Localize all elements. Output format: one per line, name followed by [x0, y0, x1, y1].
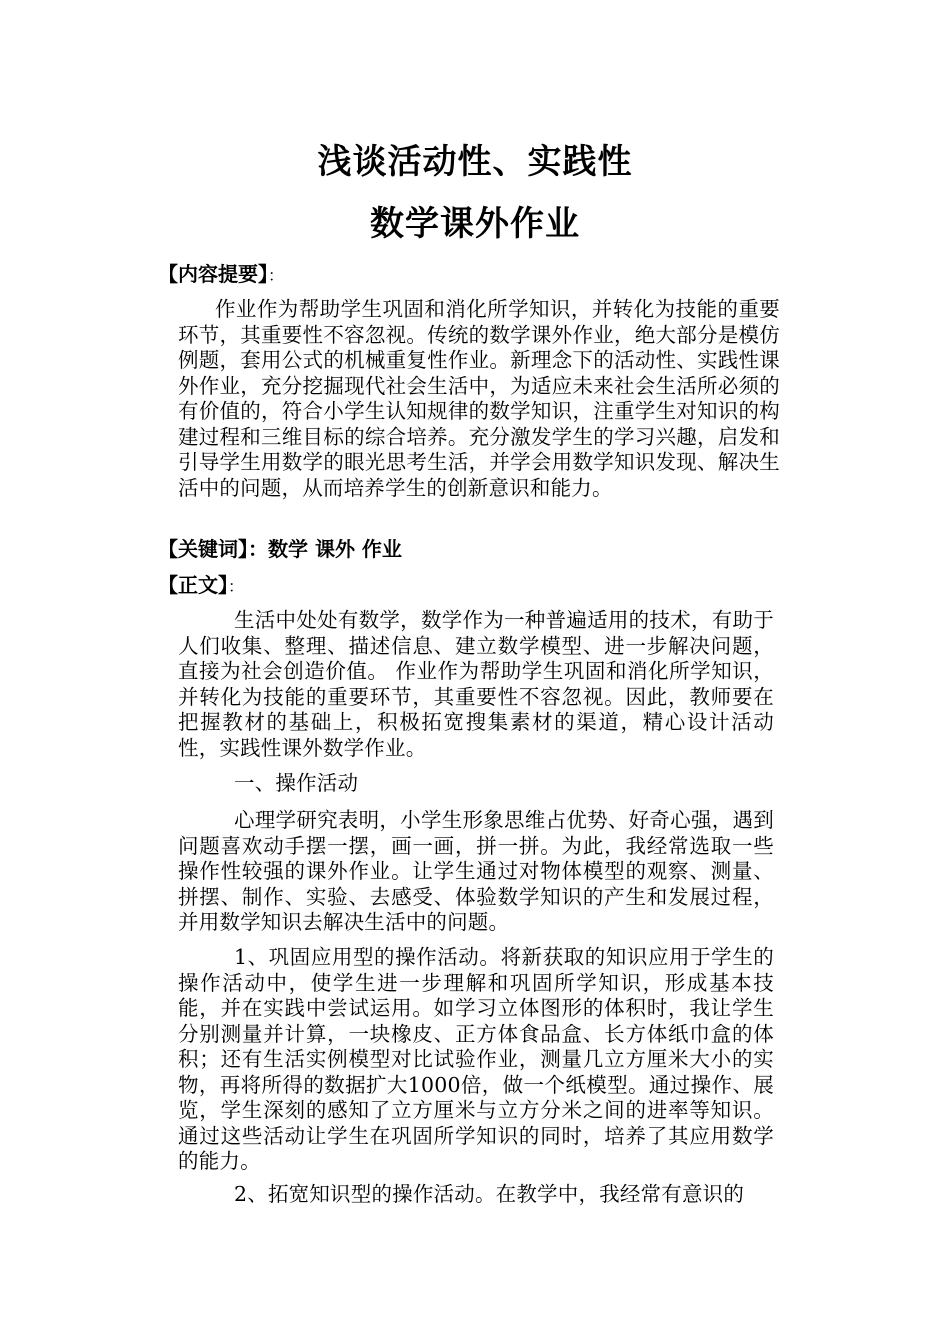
- body-heading: [158, 572, 244, 600]
- body-paragraph-intro: 生活中处处有数学，数学作为一种普遍适用的技术，有助于人们收集、整理、描述信息、建立数学模型、进一步解决问题，直接为社会创造价值。 作业作为帮助学生巩固和消化所学知识，并转化为技能的重要环节，其重要性不容忽视。因此，教师要在把握教材的基础上，积极拓宽搜集素材的渠道，精心设计活动性，实践性课外数学作业。: [178, 608, 774, 760]
- document-title-line-1: 浅谈活动性、实践性: [317, 142, 633, 182]
- body-colon: ：: [228, 577, 245, 596]
- document-title-line-2: 数学课外作业: [370, 204, 580, 244]
- abstract-paragraph: 作业作为帮助学生巩固和消化所学知识，并转化为技能的重要环节，其重要性不容忽视。传统的数学课外作业，绝大部分是模仿例题，套用公式的机械重复性作业。新理念下的活动性、实践性课外作业，充分挖掘现代社会生活中，为适应未来社会生活所必须的有价值的，符合小学生认知规律的数学知识，注重学生对知识的构建过程和三维目标的综合培养。充分激发学生的学习兴趣，启发和引导学生用数学的眼光思考生活，并学会用数学知识发现、解决生活中的问题，从而培养学生的创新意识和能力。: [178, 297, 780, 500]
- keywords-line: 【关键词】：数学 课外 作业: [158, 537, 402, 561]
- body-label: 【正文】: [158, 573, 228, 597]
- body-paragraph-psychology: 心理学研究表明，小学生形象思维占优势、好奇心强，遇到问题喜欢动手摆一摆，画一画，拼一拼。为此，我经常选取一些操作性较强的课外作业。让学生通过对物体模型的观察、测量、拼摆、制作、实验、去感受、体验数学知识的产生和发展过程，并用数学知识去解决生活中的问题。: [178, 808, 774, 934]
- section-heading-operation-activities: 一、操作活动: [234, 771, 359, 795]
- abstract-label: 【内容提要】: [158, 262, 268, 286]
- abstract-heading: [158, 261, 284, 289]
- body-paragraph-expansion: 2、拓宽知识型的操作活动。在教学中，我经常有意识的: [234, 1182, 745, 1206]
- abstract-colon: ：: [268, 266, 285, 285]
- body-paragraph-consolidation: 1、巩固应用型的操作活动。将新获取的知识应用于学生的操作活动中，使学生进一步理解和巩固所学知识，形成基本技能，并在实践中尝试运用。如学习立体图形的体积时，我让学生分别测量并计算，一块橡皮、正方体食品盒、长方体纸巾盒的体积；还有生活实例模型对比试验作业，测量几立方厘米大小的实物，再将所得的数据扩大1000倍，做一个纸模型。通过操作、展览，学生深刻的感知了立方厘米与立方分米之间的进率等知识。通过这些活动让学生在巩固所学知识的同时，培养了其应用数学的能力。: [178, 945, 774, 1173]
